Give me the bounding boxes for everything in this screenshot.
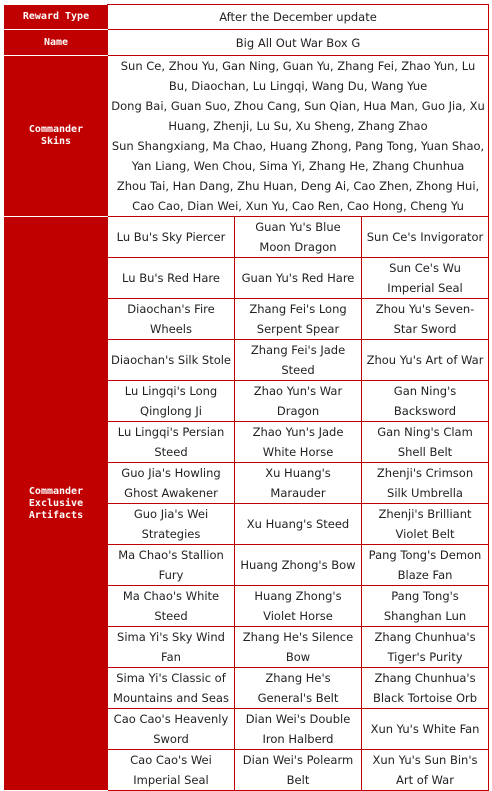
commander-skins-row bbox=[5, 56, 489, 217]
name-label: Name bbox=[5, 30, 108, 56]
artifact-cell: Zhou Yu's Seven-Star Sword bbox=[362, 299, 489, 340]
artifact-cell: Cao Cao's Wei Imperial Seal bbox=[108, 750, 235, 791]
artifact-cell: Zhang He's Silence Bow bbox=[235, 627, 362, 668]
artifact-cell: Xun Yu's Sun Bin's Art of War bbox=[362, 750, 489, 791]
commander-artifacts-label bbox=[5, 217, 108, 791]
commander-skins-label bbox=[5, 56, 108, 217]
reward-table bbox=[4, 4, 489, 791]
artifact-cell: Gan Ning's Backsword bbox=[362, 381, 489, 422]
artifact-cell: Lu Lingqi's Long Qinglong Ji bbox=[108, 381, 235, 422]
artifact-cell: Zhou Yu's Art of War bbox=[362, 340, 489, 381]
artifact-cell: Zhang He's General's Belt bbox=[235, 668, 362, 709]
artifact-cell: Sima Yi's Classic of Mountains and Seas bbox=[108, 668, 235, 709]
artifact-cell: Pang Tong's Demon Blaze Fan bbox=[362, 545, 489, 586]
reward-type-value: After the December update bbox=[108, 5, 489, 30]
artifact-cell: Huang Zhong's Violet Horse bbox=[235, 586, 362, 627]
artifact-cell: Cao Cao's Heavenly Sword bbox=[108, 709, 235, 750]
artifact-cell: Dian Wei's Double Iron Halberd bbox=[235, 709, 362, 750]
artifact-cell: Guo Jia's Wei Strategies bbox=[108, 504, 235, 545]
artifact-cell: Ma Chao's White Steed bbox=[108, 586, 235, 627]
artifact-cell: Zhang Fei's Jade Steed bbox=[235, 340, 362, 381]
artifact-cell: Zhenji's Brilliant Violet Belt bbox=[362, 504, 489, 545]
artifact-cell: Lu Bu's Red Hare bbox=[108, 258, 235, 299]
artifact-cell: Zhang Chunhua's Black Tortoise Orb bbox=[362, 668, 489, 709]
artifact-cell: Zhang Fei's Long Serpent Spear bbox=[235, 299, 362, 340]
skin-group: Zhou Tai, Han Dang, Zhu Huan, Deng Ai, Cao Zhen, Zhong Hui, Cao Cao, Dian Wei, Xun Yu, Cao Ren, Cao Hong, Cheng Yu bbox=[116, 179, 480, 213]
commander-skins-label-line: Skins bbox=[40, 136, 72, 147]
skin-group: Dong Bai, Guan Suo, Zhou Cang, Sun Qian, Hua Man, Guo Jia, Xu Huang, Zhenji, Lu Su, Xu Sheng, Zhang Zhao bbox=[111, 99, 485, 133]
artifact-cell: Ma Chao's Stallion Fury bbox=[108, 545, 235, 586]
commander-skins-label-line: Commander bbox=[28, 124, 84, 135]
artifact-cell: Dian Wei's Polearm Belt bbox=[235, 750, 362, 791]
artifact-cell: Pang Tong's Shanghan Lun bbox=[362, 586, 489, 627]
commander-artifacts-label-line: Artifacts bbox=[28, 509, 84, 521]
artifact-cell: Huang Zhong's Bow bbox=[235, 545, 362, 586]
artifact-cell: Zhao Yun's War Dragon bbox=[235, 381, 362, 422]
artifact-cell: Guan Yu's Blue Moon Dragon bbox=[235, 217, 362, 258]
artifact-cell: Zhenji's Crimson Silk Umbrella bbox=[362, 463, 489, 504]
name-value: Big All Out War Box G bbox=[108, 30, 489, 56]
skin-group: Sun Ce, Zhou Yu, Gan Ning, Guan Yu, Zhang Fei, Zhao Yun, Lu Bu, Diaochan, Lu Lingqi, Wang Du, Wang Yue bbox=[120, 59, 476, 93]
artifact-cell: Guan Yu's Red Hare bbox=[235, 258, 362, 299]
artifact-cell: Diaochan's Fire Wheels bbox=[108, 299, 235, 340]
artifact-cell: Gan Ning's Clam Shell Belt bbox=[362, 422, 489, 463]
artifact-cell: Diaochan's Silk Stole bbox=[108, 340, 235, 381]
artifact-cell: Zhang Chunhua's Tiger's Purity bbox=[362, 627, 489, 668]
artifact-cell: Sima Yi's Sky Wind Fan bbox=[108, 627, 235, 668]
skin-group: Sun Shangxiang, Ma Chao, Huang Zhong, Pang Tong, Yuan Shao, Yan Liang, Wen Chou, Sima Yi, Zhang He, Zhang Chunhua bbox=[111, 139, 485, 173]
artifact-cell: Xu Huang's Marauder bbox=[235, 463, 362, 504]
reward-type-row bbox=[5, 5, 489, 30]
artifact-cell: Sun Ce's Wu Imperial Seal bbox=[362, 258, 489, 299]
artifact-cell: Sun Ce's Invigorator bbox=[362, 217, 489, 258]
artifact-cell: Xun Yu's White Fan bbox=[362, 709, 489, 750]
artifact-row bbox=[5, 217, 489, 258]
artifact-cell: Lu Lingqi's Persian Steed bbox=[108, 422, 235, 463]
commander-skins-list bbox=[108, 56, 489, 217]
artifact-cell: Xu Huang's Steed bbox=[235, 504, 362, 545]
artifact-cell: Lu Bu's Sky Piercer bbox=[108, 217, 235, 258]
commander-artifacts-label-line: Exclusive bbox=[28, 497, 84, 509]
reward-type-label: Reward Type bbox=[5, 5, 108, 30]
name-row bbox=[5, 30, 489, 56]
commander-artifacts-label-line: Commander bbox=[28, 485, 84, 497]
artifact-cell: Zhao Yun's Jade White Horse bbox=[235, 422, 362, 463]
artifact-cell: Guo Jia's Howling Ghost Awakener bbox=[108, 463, 235, 504]
